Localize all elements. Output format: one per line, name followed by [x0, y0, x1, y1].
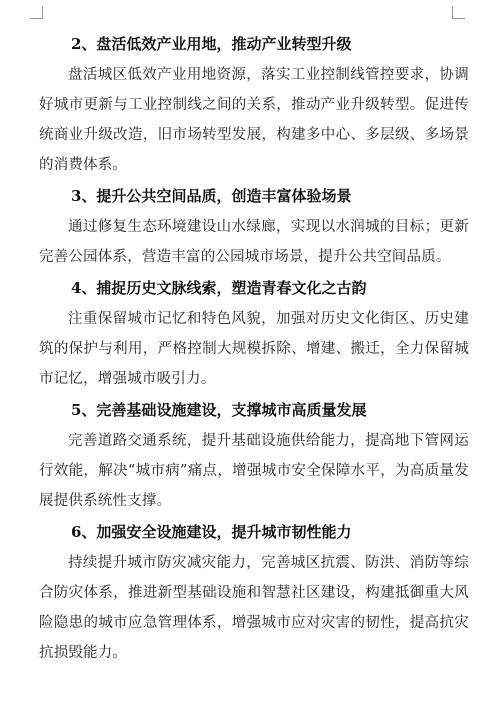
- section-paragraph: 盘活城区低效产业用地资源，落实工业控制线管控要求，协调好城市更新与工业控制线之间的关系，推动产业升级转型。促进传统商业升级改造，旧市场转型发展，构建多中心、多层级、多场景的消费体系。: [39, 67, 469, 173]
- section-6: [39, 516, 469, 668]
- page-corner-mark-right: [452, 6, 465, 19]
- section-paragraph: 注重保留城市记忆和特色风貌，加强对历史文化街区、历史建筑的保护与利用，严格控制大规模拆除、增建、搬迁，全力保留城市记忆，增强城市吸引力。: [39, 311, 469, 387]
- section-heading: 6、加强安全设施建设，提升城市韧性能力: [71, 523, 352, 541]
- section-heading: 5、完善基础设施建设，支撑城市高质量发展: [71, 401, 367, 419]
- section-paragraph: 通过修复生态环境建设山水绿廊，实现以水润城的目标；更新完善公园体系，营造丰富的公园城市场景，提升公共空间品质。: [39, 219, 469, 265]
- section-heading: 3、提升公共空间品质，创造丰富体验场景: [71, 187, 352, 205]
- section-5: [39, 394, 469, 516]
- section-3: [39, 180, 469, 272]
- section-4: [39, 272, 469, 394]
- section-2: [39, 28, 469, 180]
- section-heading: 2、盘活低效产业用地，推动产业转型升级: [71, 35, 352, 53]
- section-paragraph: 完善道路交通系统，提升基础设施供给能力，提高地下管网运行效能，解决“城市病”痛点，增强城市安全保障水平，为高质量发展提供系统性支撑。: [39, 433, 469, 509]
- document-body: [39, 28, 469, 668]
- page-corner-mark-left: [30, 6, 43, 19]
- section-paragraph: 持续提升城市防灾减灾能力，完善城区抗震、防洪、消防等综合防灾体系，推进新型基础设施和智慧社区建设，构建抵御重大风险隐患的城市应急管理体系，增强城市应对灾害的韧性，提高抗灾抗损毁能力。: [39, 555, 469, 661]
- section-heading: 4、捕捉历史文脉线索，塑造青春文化之古韵: [71, 279, 367, 297]
